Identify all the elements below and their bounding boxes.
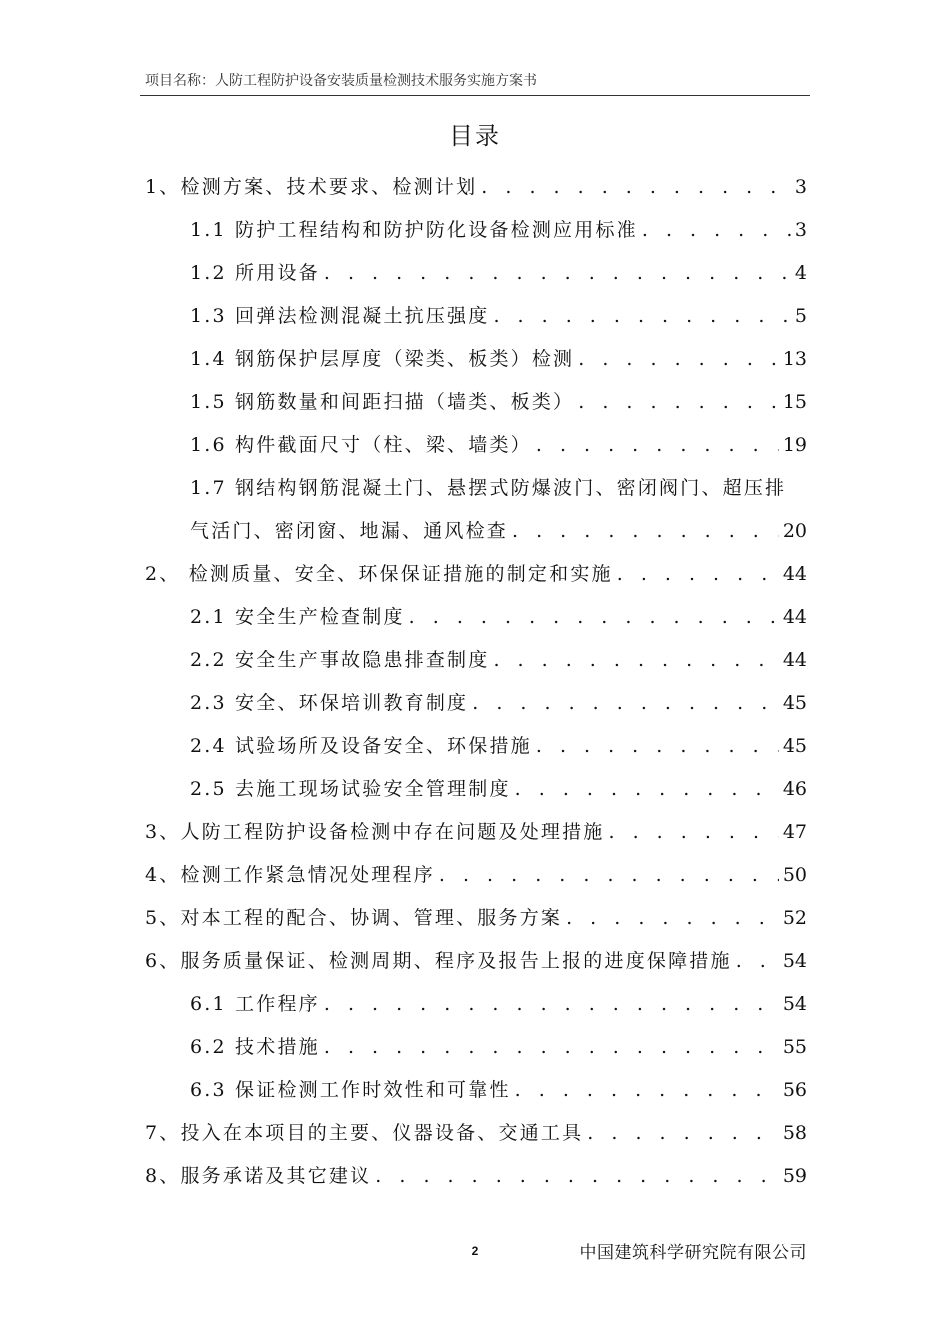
- toc-page-number: 15: [782, 391, 807, 413]
- toc-entry-3[interactable]: [145, 811, 807, 854]
- table-of-contents: [145, 166, 807, 1198]
- toc-page-number: 46: [782, 778, 807, 800]
- toc-entry-text: 1.2 所用设备: [190, 262, 320, 284]
- toc-page-number: 59: [782, 1165, 807, 1187]
- toc-leader: [324, 983, 779, 1026]
- toc-page-number: 20: [782, 520, 807, 542]
- toc-entry-2-1[interactable]: [145, 596, 807, 639]
- toc-page-number: 4: [794, 262, 807, 284]
- toc-entry-6-1[interactable]: [145, 983, 807, 1026]
- toc-leader: [515, 768, 779, 811]
- header-rule: [140, 95, 810, 96]
- toc-entry-text: 1.3 回弹法检测混凝土抗压强度: [190, 305, 490, 327]
- toc-leader: [736, 940, 779, 983]
- toc-leader: [609, 811, 779, 854]
- toc-entry-text: 2.5 去施工现场试验安全管理制度: [190, 778, 511, 800]
- toc-leader: [578, 338, 779, 381]
- footer-organization: 中国建筑科学研究院有限公司: [579, 1243, 807, 1263]
- toc-page-number: 19: [782, 434, 807, 456]
- toc-entry-text: 2.3 安全、环保培训教育制度: [190, 692, 469, 714]
- toc-leader: [409, 596, 779, 639]
- toc-leader: [493, 639, 778, 682]
- toc-entry-text: 1.5 钢筋数量和间距扫描（墙类、板类）: [190, 391, 575, 413]
- toc-entry-2-4[interactable]: [145, 725, 807, 768]
- toc-leader: [512, 510, 779, 553]
- toc-entry-text: 1.6 构件截面尺寸（柱、梁、墙类）: [190, 434, 532, 456]
- toc-entry-7[interactable]: [145, 1112, 807, 1155]
- toc-page-number: 44: [782, 649, 807, 671]
- toc-entry-6-3[interactable]: [145, 1069, 807, 1112]
- toc-leader: [439, 854, 779, 897]
- toc-leader: [587, 1112, 779, 1155]
- toc-entry-text-continued: 气活门、密闭窗、地漏、通风检查: [190, 520, 509, 542]
- toc-entry-text: 1、检测方案、技术要求、检测计划: [145, 176, 478, 198]
- toc-entry-text: 1.1 防护工程结构和防护防化设备检测应用标准: [190, 219, 638, 241]
- toc-entry-text: 5、对本工程的配合、协调、管理、服务方案: [145, 907, 563, 929]
- toc-page-number: 45: [782, 735, 807, 757]
- toc-leader: [536, 424, 779, 467]
- toc-leader: [324, 252, 791, 295]
- toc-page-number: 54: [782, 950, 807, 972]
- toc-leader: [515, 1069, 779, 1112]
- toc-entry-1[interactable]: [145, 166, 807, 209]
- toc-entry-text: 3、人防工程防护设备检测中存在问题及处理措施: [145, 821, 605, 843]
- toc-page-number: 55: [782, 1036, 807, 1058]
- toc-page-number: 44: [782, 563, 807, 585]
- toc-entry-text: 6、服务质量保证、检测周期、程序及报告上报的进度保障措施: [145, 950, 732, 972]
- toc-entry-5[interactable]: [145, 897, 807, 940]
- toc-leader: [481, 166, 791, 209]
- toc-entry-text: 1.7 钢结构钢筋混凝土门、悬摆式防爆波门、密闭阀门、超压排: [190, 477, 787, 499]
- toc-entry-text: 2、 检测质量、安全、环保保证措施的制定和实施: [145, 563, 613, 585]
- toc-page-number: 50: [782, 864, 807, 886]
- toc-entry-1-1[interactable]: [145, 209, 807, 252]
- toc-entry-8[interactable]: [145, 1155, 807, 1198]
- toc-entry-text: 6.2 技术措施: [190, 1036, 320, 1058]
- page-header: 项目名称：人防工程防护设备安装质量检测技术服务实施方案书: [145, 73, 537, 89]
- toc-page-number: 45: [782, 692, 807, 714]
- toc-page-number: 3: [794, 219, 807, 241]
- toc-entry-4[interactable]: [145, 854, 807, 897]
- toc-entry-text: 1.4 钢筋保护层厚度（梁类、板类）检测: [190, 348, 575, 370]
- toc-page-number: 47: [782, 821, 807, 843]
- toc-leader: [536, 725, 779, 768]
- toc-leader: [617, 553, 779, 596]
- toc-page-number: 58: [782, 1122, 807, 1144]
- toc-entry-text: 8、服务承诺及其它建议: [145, 1165, 372, 1187]
- toc-page-number: 54: [782, 993, 807, 1015]
- toc-entry-text: 2.4 试验场所及设备安全、环保措施: [190, 735, 532, 757]
- toc-entry-2-2[interactable]: [145, 639, 807, 682]
- toc-leader: [472, 682, 779, 725]
- toc-entry-text: 4、检测工作紧急情况处理程序: [145, 864, 435, 886]
- toc-entry-1-7[interactable]: [145, 467, 807, 553]
- toc-entry-2[interactable]: [145, 553, 807, 596]
- toc-entry-text: 6.1 工作程序: [190, 993, 320, 1015]
- toc-entry-6[interactable]: [145, 940, 807, 983]
- toc-entry-6-2[interactable]: [145, 1026, 807, 1069]
- toc-page-number: 3: [794, 176, 807, 198]
- toc-entry-1-5[interactable]: [145, 381, 807, 424]
- toc-page-number: 52: [782, 907, 807, 929]
- toc-leader: [578, 381, 779, 424]
- page-title: 目录: [449, 122, 501, 150]
- toc-page-number: 13: [782, 348, 807, 370]
- toc-entry-1-4[interactable]: [145, 338, 807, 381]
- toc-entry-text: 6.3 保证检测工作时效性和可靠性: [190, 1079, 511, 1101]
- toc-entry-1-3[interactable]: [145, 295, 807, 338]
- toc-page-number: 56: [782, 1079, 807, 1101]
- toc-entry-text: 2.2 安全生产事故隐患排查制度: [190, 649, 490, 671]
- toc-leader: [493, 295, 790, 338]
- toc-entry-2-5[interactable]: [145, 768, 807, 811]
- toc-entry-1-6[interactable]: [145, 424, 807, 467]
- toc-entry-text: 2.1 安全生产检查制度: [190, 606, 405, 628]
- toc-leader: [642, 209, 791, 252]
- toc-leader: [566, 897, 779, 940]
- toc-page-number: 5: [794, 305, 807, 327]
- footer-page-number: 2: [471, 1244, 479, 1258]
- toc-entry-1-2[interactable]: [145, 252, 807, 295]
- toc-page-number: 44: [782, 606, 807, 628]
- toc-entry-text: 7、投入在本项目的主要、仪器设备、交通工具: [145, 1122, 584, 1144]
- toc-leader: [324, 1026, 779, 1069]
- toc-leader: [375, 1155, 779, 1198]
- toc-entry-2-3[interactable]: [145, 682, 807, 725]
